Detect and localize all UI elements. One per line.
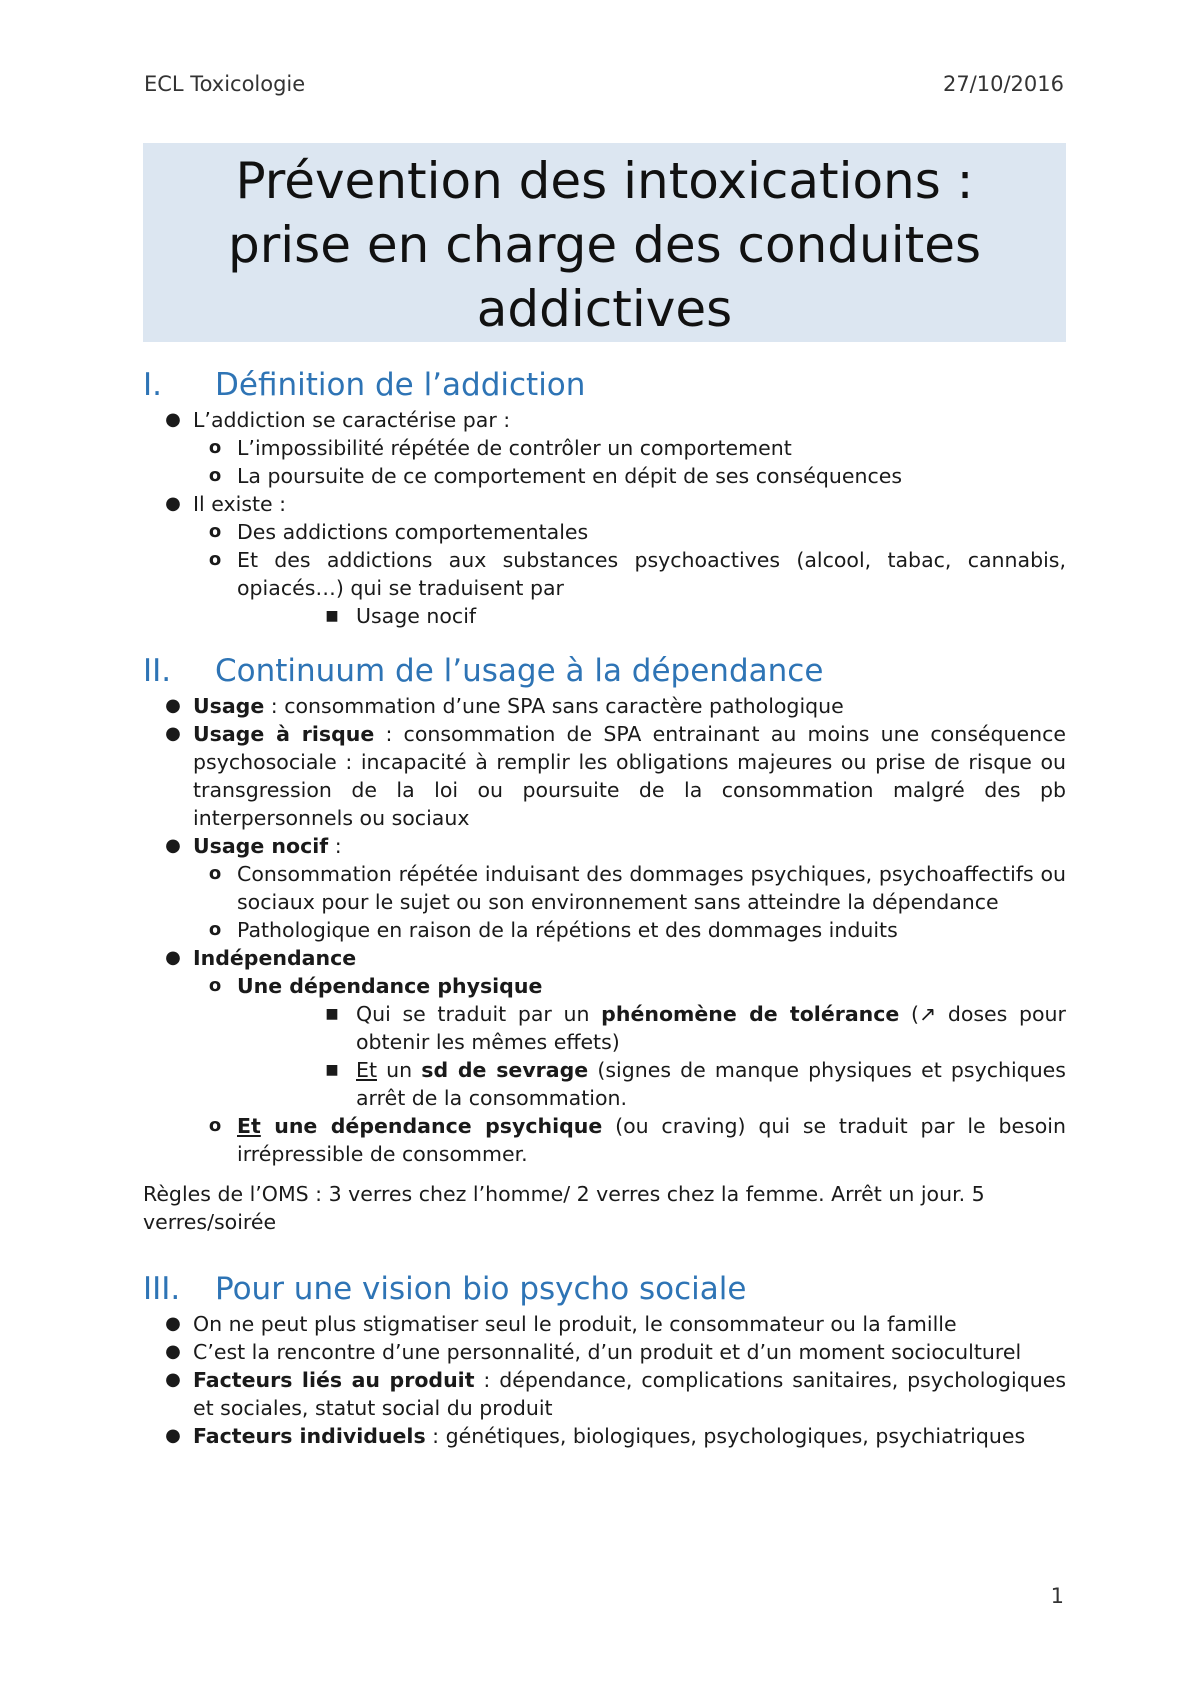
document-body [143, 360, 1066, 1450]
list-item [143, 546, 1066, 602]
section-title: Pour une vision bio psycho sociale [215, 1271, 747, 1307]
list-item [143, 692, 1066, 720]
circle-bullet-icon: o [208, 975, 222, 996]
header-date: 27/10/2016 [942, 72, 1064, 96]
header-course: ECL Toxicologie [144, 72, 306, 96]
circle-bullet-icon: o [208, 863, 222, 884]
section-title: Définition de l’addiction [215, 367, 586, 403]
circle-bullet-icon: o [208, 465, 222, 486]
underlined-text: Et [237, 1114, 261, 1138]
text-run: Qui se traduit par un [356, 1002, 602, 1026]
list-item [143, 860, 1066, 916]
list-item [143, 832, 1066, 860]
list-item-text: L’addiction se caractérise par : [193, 408, 511, 432]
circle-bullet-icon: o [208, 437, 222, 458]
list-item [143, 1422, 1066, 1450]
list-item-text: Et des addictions aux substances psychoactives (alcool, tabac, cannabis, opiacés…) qui se traduisent par [237, 548, 1066, 600]
list-item [143, 1056, 1066, 1112]
title-line-1: Prévention des intoxications : [235, 152, 974, 210]
title-box [143, 143, 1066, 342]
term-label: Une dépendance physique [237, 974, 543, 998]
bullet-icon: ● [165, 835, 181, 856]
section-heading-1 [143, 364, 1066, 406]
list-item [143, 406, 1066, 434]
term-label: Indépendance [193, 946, 357, 970]
term-label: Facteurs individuels [193, 1424, 426, 1448]
list-item-text [193, 720, 1066, 832]
term-definition: : génétiques, biologiques, psychologiques, psychiatriques [425, 1424, 1026, 1448]
section-heading-2 [143, 650, 1066, 692]
term-definition: : consommation de SPA entrainant au moins une conséquence psychosociale : incapacité à remplir les obligations majeures ou prise de risque ou transgression de la loi ou poursuite de la consommation malgré des pb interpersonnels ou sociaux [193, 722, 1066, 830]
term-definition: : dépendance, complications sanitaires, psychologiques et sociales, statut social du produit [193, 1368, 1066, 1420]
bullet-icon: ● [165, 409, 181, 430]
bullet-icon: ● [165, 695, 181, 716]
list-item-text [193, 944, 1066, 972]
section-heading-3 [143, 1268, 1066, 1310]
list-item-text [193, 1366, 1066, 1422]
term-label: Facteurs liés au produit [193, 1368, 475, 1392]
list-item-text: C’est la rencontre d’une personnalité, d’un produit et d’un moment socioculturel [193, 1340, 1022, 1364]
bullet-icon: ● [165, 723, 181, 744]
bullet-icon: ● [165, 1369, 181, 1390]
list-item-text [193, 832, 1066, 860]
title-line-3: addictives [476, 280, 733, 338]
list-item [143, 1000, 1066, 1056]
list-item [143, 434, 1066, 462]
section-number: III. [143, 1271, 181, 1307]
text-run: (ou craving) qui se traduit par le besoin irrépressible de consommer. [237, 1114, 1066, 1166]
list-item [143, 944, 1066, 972]
section-number: I. [143, 367, 162, 403]
bullet-icon: ● [165, 1313, 181, 1334]
term-definition: : [328, 834, 342, 858]
list-item [143, 720, 1066, 832]
section-number: II. [143, 653, 172, 689]
list-item-text: Pathologique en raison de la répétions et des dommages induits [237, 918, 898, 942]
list-item [143, 916, 1066, 944]
list-item-text [193, 692, 1066, 720]
text-run: (↗ doses pour obtenir les mêmes effets) [356, 1002, 1066, 1054]
text-run: (signes de manque physiques et psychiques arrêt de la consommation. [356, 1058, 1066, 1110]
list-item [143, 972, 1066, 1000]
square-bullet-icon: ■ [325, 608, 339, 624]
oms-rules-paragraph: Règles de l’OMS : 3 verres chez l’homme/ 2 verres chez la femme. Arrêt un jour. 5 verres/soirée [143, 1182, 985, 1234]
term-definition: : consommation d’une SPA sans caractère pathologique [264, 694, 844, 718]
term-label: phénomène de tolérance [601, 1002, 900, 1026]
list-item [143, 1338, 1066, 1366]
list-item [143, 490, 1066, 518]
term-label: Usage nocif [193, 834, 329, 858]
list-item-text: Usage nocif [356, 604, 477, 628]
list-item [143, 602, 1066, 630]
bullet-icon: ● [165, 1341, 181, 1362]
term-label: sd de sevrage [421, 1058, 589, 1082]
list-item-text [237, 972, 1066, 1000]
square-bullet-icon: ■ [325, 1006, 339, 1022]
list-item [143, 1310, 1066, 1338]
circle-bullet-icon: o [208, 549, 222, 570]
list-item [143, 1366, 1066, 1422]
bullet-icon: ● [165, 493, 181, 514]
document-title [143, 149, 1066, 341]
term-label: Usage [193, 694, 265, 718]
page-number: 1 [1050, 1584, 1064, 1608]
list-item-text: Il existe : [193, 492, 287, 516]
term-label: une dépendance psychique [260, 1114, 603, 1138]
bullet-icon: ● [165, 947, 181, 968]
underlined-text: Et [356, 1058, 377, 1082]
circle-bullet-icon: o [208, 1115, 222, 1136]
circle-bullet-icon: o [208, 919, 222, 940]
list-item [143, 462, 1066, 490]
list-item-text [356, 1000, 1066, 1056]
list-item-text [193, 1422, 1066, 1450]
list-item-text: L’impossibilité répétée de contrôler un comportement [237, 436, 792, 460]
list-item-text: La poursuite de ce comportement en dépit de ses conséquences [237, 464, 903, 488]
term-label: Usage à risque [193, 722, 375, 746]
list-item-text: On ne peut plus stigmatiser seul le produit, le consommateur ou la famille [193, 1312, 957, 1336]
text-run: un [377, 1058, 422, 1082]
list-item [143, 518, 1066, 546]
title-line-2: prise en charge des conduites [227, 216, 982, 274]
list-item-text: Des addictions comportementales [237, 520, 589, 544]
square-bullet-icon: ■ [325, 1062, 339, 1078]
bullet-icon: ● [165, 1425, 181, 1446]
list-item-text: Consommation répétée induisant des dommages psychiques, psychoaffectifs ou sociaux pour le sujet ou son environnement sans atteindre la dépendance [237, 862, 1066, 914]
list-item-text [237, 1112, 1066, 1168]
list-item-text [356, 1056, 1066, 1112]
circle-bullet-icon: o [208, 521, 222, 542]
list-item [143, 1112, 1066, 1168]
section-title: Continuum de l’usage à la dépendance [215, 653, 824, 689]
